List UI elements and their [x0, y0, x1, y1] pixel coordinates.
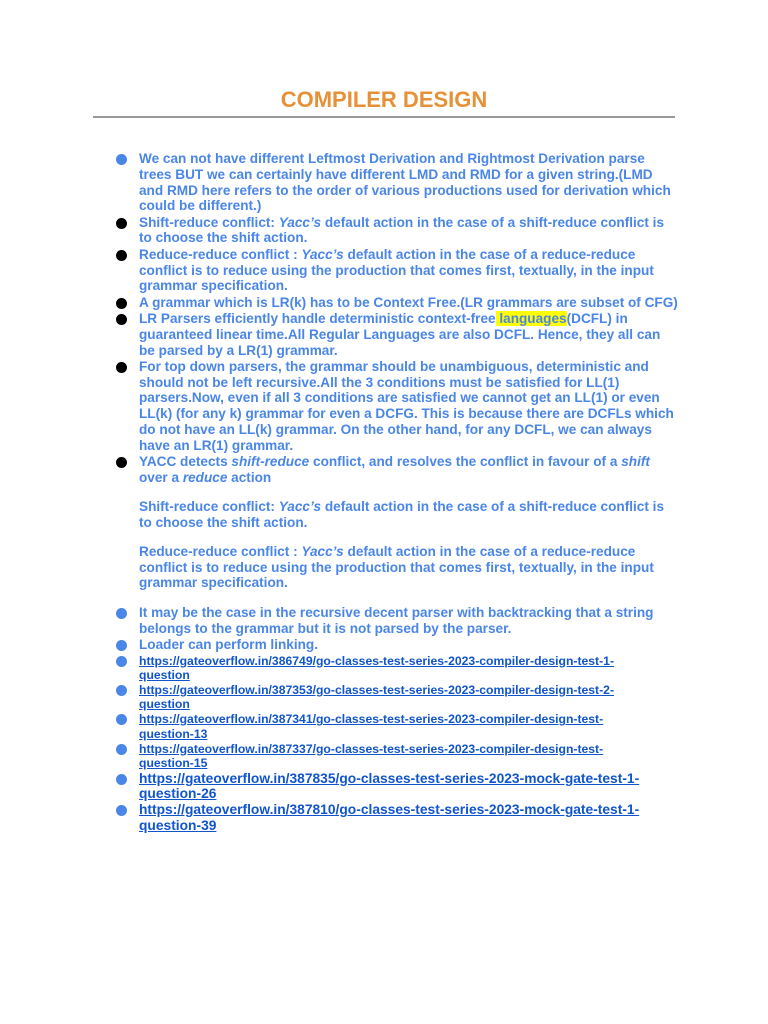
gateoverflow-link[interactable]: https://gateoverflow.in/387353/go-classes-test-series-2023-compiler-design-test-2- question [139, 682, 615, 712]
bullet-icon [116, 298, 127, 309]
list-item [0, 637, 768, 653]
list-item-text: Reduce-reduce conflict : [139, 246, 302, 262]
list-item-link [0, 771, 768, 802]
paragraph-text: default action in the case of a shift-reduce conflict is to choose the shift action. [139, 499, 665, 531]
list-item [0, 311, 768, 358]
list-item [0, 454, 768, 486]
title-divider [93, 116, 675, 118]
emphasis-text: Yacc’s [278, 214, 322, 230]
list-item [0, 605, 768, 637]
emphasis-text: Yacc’s [278, 499, 322, 515]
list-item-link [0, 712, 768, 741]
paragraph-text: default action in the case of a reduce-reduce conflict is to reduce using the production that comes first, textually, in the input grammar specification. [139, 543, 654, 591]
bullet-icon [116, 250, 127, 261]
spacer [0, 486, 768, 499]
bullet-icon [116, 457, 127, 468]
list-item-text: default action in the case of a reduce-reduce conflict is to reduce using the production that comes first, textually, in the input grammar specification. [139, 246, 654, 294]
gateoverflow-link[interactable]: https://gateoverflow.in/387835/go-classes-test-series-2023-mock-gate-test-1- question-26 [139, 770, 640, 802]
list-item-link [0, 654, 768, 683]
list-item-text: A grammar which is LR(k) has to be Context Free.(LR grammars are subset of CFG) [139, 294, 678, 310]
bullet-icon [116, 714, 127, 725]
gateoverflow-link[interactable]: https://gateoverflow.in/387341/go-classes-test-series-2023-compiler-design-test- question-13 [139, 712, 604, 741]
list-item [0, 359, 768, 454]
list-item-text: (DCFL) in guaranteed linear time.All Regular Languages are also DCFL. Hence, they all can be parsed by a LR(1) grammar. [139, 310, 661, 358]
list-item-text: over a [139, 469, 183, 485]
list-item-text: LR Parsers efficiently handle deterministic context-free [139, 310, 496, 326]
list-item-text: conflict, and resolves the conflict in favour of a [309, 454, 622, 470]
paragraph-text: Shift-reduce conflict: [139, 499, 279, 515]
bullet-icon [116, 774, 127, 785]
sub-paragraph [0, 544, 768, 591]
bullet-icon [116, 218, 127, 229]
list-item-text: action [227, 469, 272, 485]
list-item-text: Loader can perform linking. [139, 637, 319, 653]
gateoverflow-link[interactable]: https://gateoverflow.in/386749/go-classes-test-series-2023-compiler-design-test-1- question [139, 653, 615, 683]
list-item-link [0, 802, 768, 833]
emphasis-text: shift [621, 454, 650, 470]
emphasis-text: reduce [182, 469, 228, 485]
bullet-icon [116, 656, 127, 667]
emphasis-text: Yacc’s [301, 543, 344, 559]
list-item-link [0, 742, 768, 771]
list-item-link [0, 683, 768, 712]
spacer [0, 591, 768, 605]
bullet-icon [116, 154, 127, 165]
bullet-icon [116, 805, 127, 816]
list-item-text: Shift-reduce conflict: [139, 214, 279, 230]
emphasis-text: Yacc’s [301, 246, 344, 262]
highlighted-text: languages [495, 310, 567, 326]
bullet-icon [116, 608, 127, 619]
list-item-text: For top down parsers, the grammar should be unambiguous, deterministic and should not be left recursive.All the 3 conditions must be satisfied for LL(1) parsers.Now, even if all 3 conditions are satisfied we cannot get an LL(1) or even LL(k) (for any k) grammar for even a DCFG. This is because there are DCFLs which do not have an LL(k) grammar. On the other hand, for any DCFL, we can always have an LR(1) grammar. [139, 358, 674, 453]
list-item [0, 215, 768, 247]
list-item-text: We can not have different Leftmost Derivation and Rightmost Derivation parse trees BUT we can certainly have different LMD and RMD for a given string.(LMD and RMD here refers to the order of various productions used for derivation which could be different.) [139, 151, 671, 214]
bullet-icon [116, 362, 127, 373]
list-item-text: default action in the case of a shift-reduce conflict is to choose the shift action. [139, 214, 665, 246]
bullet-icon [116, 685, 127, 696]
gateoverflow-link[interactable]: https://gateoverflow.in/387810/go-classes-test-series-2023-mock-gate-test-1- question-39 [139, 802, 640, 833]
sub-paragraph [0, 499, 768, 531]
list-item-text: YACC detects [139, 454, 232, 470]
paragraph-text: Reduce-reduce conflict : [139, 543, 302, 559]
bullet-icon [116, 744, 127, 755]
list-item [0, 247, 768, 294]
list-item [0, 151, 768, 214]
page-title: COMPILER DESIGN [280, 87, 488, 112]
list-item [0, 295, 768, 311]
list-item-text: It may be the case in the recursive decent parser with backtracking that a string belongs to the grammar but it is not parsed by the parser. [139, 605, 654, 637]
bullet-icon [116, 640, 127, 651]
bullet-icon [116, 314, 127, 325]
gateoverflow-link[interactable]: https://gateoverflow.in/387337/go-classes-test-series-2023-compiler-design-test- question-15 [139, 741, 604, 770]
spacer [0, 531, 768, 544]
notes-list [0, 151, 768, 833]
emphasis-text: shift-reduce [231, 454, 310, 470]
